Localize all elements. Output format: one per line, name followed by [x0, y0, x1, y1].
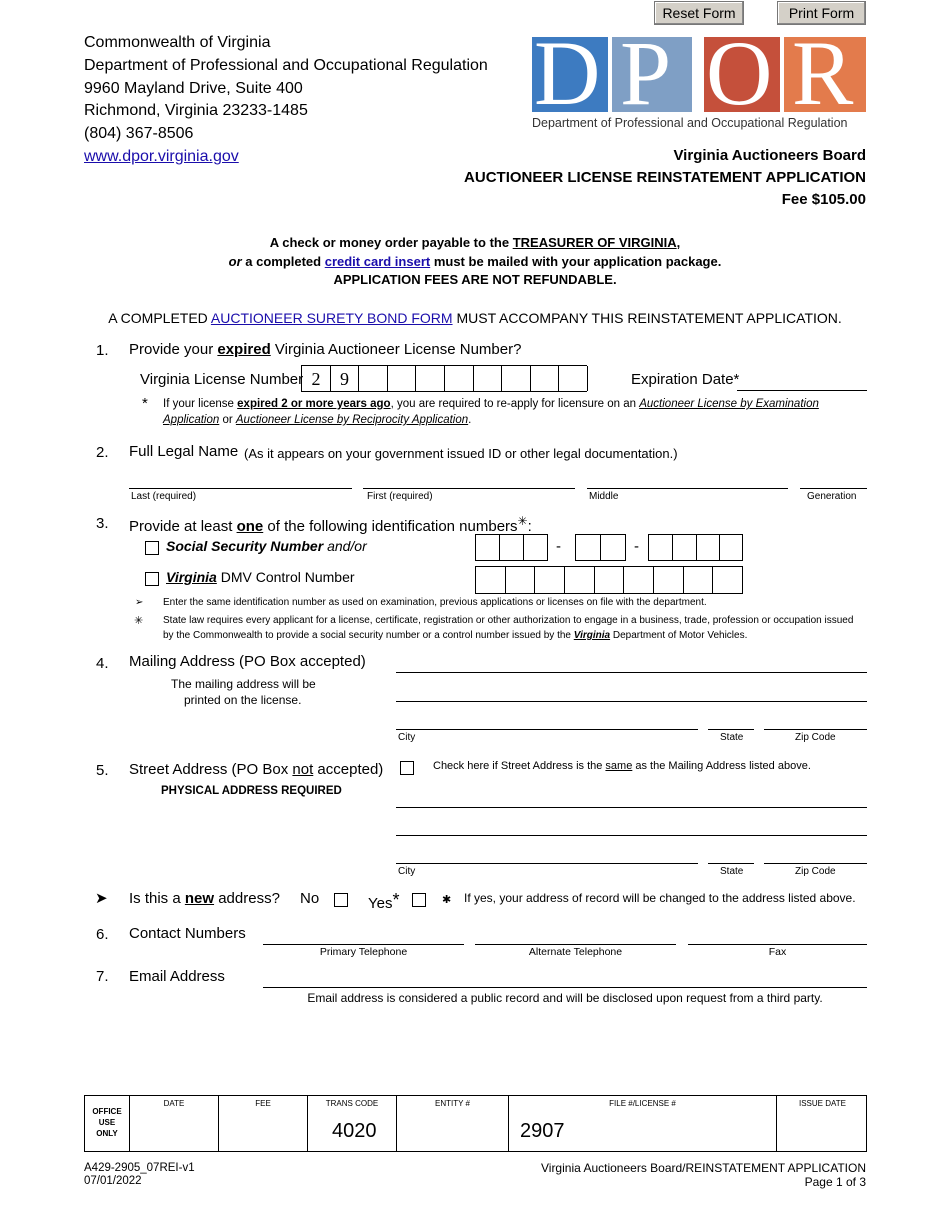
fax-caption: Fax: [768, 946, 787, 958]
board-name: Virginia Auctioneers Board: [673, 147, 866, 164]
ssn-checkbox[interactable]: [145, 541, 159, 555]
bond-text-b: MUST ACCOMPANY THIS REINSTATEMENT APPLICATION.: [452, 310, 842, 326]
ssn-label: [166, 538, 367, 554]
q3-note-virginia: Virginia: [573, 630, 611, 641]
expiration-date-input[interactable]: [737, 390, 867, 391]
physical-address-required: PHYSICAL ADDRESS REQUIRED: [161, 785, 342, 797]
dmv-digit[interactable]: [684, 567, 713, 593]
bond-notice: [0, 310, 950, 326]
ssn-part-3-input[interactable]: [648, 534, 743, 561]
q3-note-2b: [163, 630, 747, 641]
q4-number: 4.: [96, 655, 109, 672]
ssn-dash-1: -: [556, 538, 561, 555]
form-date: 07/01/2022: [84, 1175, 142, 1187]
license-digit[interactable]: [359, 366, 388, 391]
treasurer-text: TREASURER OF VIRGINIA: [512, 235, 677, 250]
yes-star: *: [392, 890, 400, 910]
street-zip-input[interactable]: [764, 863, 867, 864]
same-text-c: as the Mailing Address listed above.: [632, 760, 811, 772]
agency-website-link[interactable]: www.dpor.virginia.gov: [84, 148, 239, 165]
ssn-digit[interactable]: [697, 535, 720, 560]
license-number-label: Virginia License Number: [140, 371, 304, 388]
q3-number: 3.: [96, 515, 109, 532]
logo-letter-r: R: [792, 22, 854, 124]
street-zip-caption: Zip Code: [795, 866, 836, 877]
contact-numbers-label: Contact Numbers: [129, 925, 246, 942]
q1-text-a: Provide your: [129, 341, 218, 358]
middle-name-caption: Middle: [589, 491, 619, 502]
dmv-digit[interactable]: [506, 567, 535, 593]
q5-not: not: [292, 761, 314, 778]
new-text-b: new: [184, 890, 215, 907]
alternate-telephone-input[interactable]: [475, 944, 676, 945]
same-text-a: Check here if Street Address is the: [433, 760, 606, 772]
q3-text-a: Provide at least: [129, 518, 237, 535]
new-address-question: [129, 890, 280, 907]
dmv-text: DMV Control Number: [216, 569, 355, 585]
office-issue-date-cell: [777, 1096, 868, 1151]
ssn-digit[interactable]: [673, 535, 697, 560]
q3-text-c: of the following identification numbers: [263, 518, 518, 535]
office-trans-code-cell: [308, 1096, 397, 1151]
ssn-digit[interactable]: [649, 535, 673, 560]
license-digit[interactable]: [502, 366, 531, 391]
payment-text-3: must be mailed with your application package.: [430, 254, 722, 269]
bullet-arrow-icon: ➢: [135, 597, 144, 608]
dmv-number-input[interactable]: [475, 566, 743, 594]
license-digit[interactable]: [531, 366, 559, 391]
middle-name-input[interactable]: [587, 488, 788, 489]
ssn-part-2-input[interactable]: [575, 534, 626, 561]
new-address-yes-checkbox[interactable]: [412, 893, 426, 907]
street-address-line-1-input[interactable]: [396, 807, 867, 808]
first-name-input[interactable]: [363, 488, 575, 489]
mailing-address-sub-2: printed on the license.: [184, 693, 302, 707]
q6-number: 6.: [96, 926, 109, 943]
payment-line-2: [0, 254, 950, 269]
office-trans-header: TRANS CODE: [325, 1099, 379, 1108]
license-digit[interactable]: [416, 366, 445, 391]
office-use-table: [84, 1095, 867, 1152]
bond-text-a: A COMPLETED: [108, 310, 211, 326]
print-form-button[interactable]: Print Form: [777, 1, 866, 25]
dmv-virginia: Virginia: [166, 569, 217, 585]
street-city-caption: City: [398, 866, 416, 877]
generation-input[interactable]: [800, 488, 867, 489]
mailing-city-input[interactable]: [396, 729, 698, 730]
new-text-a: Is this a: [129, 890, 185, 907]
logo-block-p: [612, 22, 692, 124]
credit-card-insert-link[interactable]: credit card insert: [324, 254, 431, 269]
form-fee: Fee $105.00: [781, 191, 866, 208]
q3-note-2d-text: Department of Motor Vehicles.: [610, 630, 748, 641]
street-address-label: [129, 761, 383, 778]
same-address-checkbox[interactable]: [400, 761, 414, 775]
q3-question: [129, 514, 532, 535]
mailing-address-line-1-input[interactable]: [396, 672, 867, 673]
mailing-state-input[interactable]: [708, 729, 754, 730]
full-legal-name-hint: (As it appears on your government issued ID or other legal documentation.): [244, 446, 678, 461]
q3-asterisk-icon: ✳: [517, 514, 528, 528]
q1-note-or: or: [219, 414, 236, 426]
logo-block-r: [784, 22, 866, 124]
fax-input[interactable]: [688, 944, 867, 945]
q1-note-line2: [163, 414, 471, 426]
form-title: AUCTIONEER LICENSE REINSTATEMENT APPLICATION: [464, 169, 866, 186]
full-legal-name-label: Full Legal Name: [129, 443, 239, 460]
office-entity-cell: [397, 1096, 509, 1151]
license-digit[interactable]: [559, 366, 588, 391]
office-fee-header: FEE: [255, 1099, 271, 1108]
q1-note-b: expired 2 or more years ago: [237, 398, 391, 410]
ssn-part-1-input[interactable]: [475, 534, 548, 561]
office-issue-header: ISSUE DATE: [799, 1099, 846, 1108]
last-name-input[interactable]: [129, 488, 352, 489]
mailing-address-line-2-input[interactable]: [396, 701, 867, 702]
office-label-1: OFFICE: [92, 1107, 122, 1116]
office-file-value: 2907: [520, 1120, 565, 1142]
street-state-caption: State: [720, 866, 744, 877]
agency-department: Department of Professional and Occupational Regulation: [84, 57, 488, 74]
q3-one: one: [236, 518, 264, 535]
mailing-address-label: Mailing Address (PO Box accepted): [129, 653, 366, 670]
dmv-digit[interactable]: [476, 567, 506, 593]
no-label: No: [300, 890, 320, 907]
license-digit[interactable]: [388, 366, 416, 391]
email-address-label: Email Address: [129, 968, 225, 985]
surety-bond-form-link[interactable]: AUCTIONEER SURETY BOND FORM: [210, 310, 453, 326]
q5-number: 5.: [96, 762, 109, 779]
first-name-caption: First (required): [367, 491, 433, 502]
office-date-header: DATE: [163, 1099, 185, 1108]
q3-note-2b-text: by the Commonwealth to provide a social security number or a control number issued by the: [163, 630, 574, 641]
q3-note-asterisk-icon: ✳: [134, 615, 144, 627]
office-file-header: FILE #/LICENSE #: [609, 1099, 676, 1108]
payment-text-2: a completed: [241, 254, 325, 269]
logo-block-d: [532, 22, 608, 124]
dmv-digit[interactable]: [654, 567, 684, 593]
logo-letter-o: O: [706, 22, 773, 124]
q5-text-c: accepted): [313, 761, 384, 778]
ssn-dash-2: -: [634, 538, 639, 555]
payment-text: A check or money order payable to the: [269, 235, 513, 250]
primary-telephone-caption: Primary Telephone: [319, 946, 408, 958]
mailing-state-caption: State: [720, 732, 744, 743]
q3-note-1: Enter the same identification number as used on examination, previous applications or licenses on file with the department.: [163, 597, 707, 608]
office-trans-value: 4020: [332, 1120, 377, 1142]
q1-note-star: *: [142, 395, 148, 412]
star-icon: ✱: [442, 894, 452, 906]
agency-street: 9960 Mayland Drive, Suite 400: [84, 80, 303, 97]
logo-letter-p: P: [620, 22, 672, 124]
payment-comma: ,: [676, 235, 681, 250]
street-state-input[interactable]: [708, 863, 754, 864]
new-text-c: address?: [214, 890, 280, 907]
payment-line-1: [0, 235, 950, 250]
license-number-input[interactable]: [301, 365, 587, 392]
reciprocity-application-link[interactable]: Auctioneer License by Reciprocity Application: [235, 414, 469, 426]
ssn-digit[interactable]: [476, 535, 500, 560]
office-use-label-cell: [85, 1096, 130, 1151]
footer-form-name: Virginia Auctioneers Board/REINSTATEMENT APPLICATION: [540, 1161, 866, 1175]
street-city-input[interactable]: [396, 863, 698, 864]
ssn-digit[interactable]: [576, 535, 601, 560]
q1-question: [129, 341, 521, 358]
mailing-city-caption: City: [398, 732, 416, 743]
same-address-label: [433, 760, 811, 772]
q1-note-c: , you are required to re-apply for licensure on an: [390, 398, 640, 410]
same-text-b: same: [605, 760, 633, 772]
expiration-date-label: Expiration Date*: [631, 371, 740, 388]
not-refundable-notice: APPLICATION FEES ARE NOT REFUNDABLE.: [333, 272, 617, 287]
agency-phone: (804) 367-8506: [84, 125, 194, 142]
q1-note-a: If your license: [163, 398, 238, 410]
dmv-checkbox[interactable]: [145, 572, 159, 586]
agency-name: Commonwealth of Virginia: [84, 34, 271, 51]
arrow-icon: ➤: [95, 890, 108, 907]
reset-form-button[interactable]: Reset Form: [654, 1, 744, 25]
new-address-no-checkbox[interactable]: [334, 893, 348, 907]
application-text: Application: [163, 414, 220, 426]
or-text: or: [228, 254, 242, 269]
office-label-3: ONLY: [96, 1129, 118, 1138]
generation-caption: Generation: [807, 491, 857, 502]
q5-text-a: Street Address (PO Box: [129, 761, 293, 778]
logo-letter-d: D: [534, 22, 601, 124]
exam-application-link[interactable]: Auctioneer License by Examination: [639, 398, 819, 410]
email-address-input[interactable]: [263, 987, 867, 988]
dmv-digit[interactable]: [624, 567, 654, 593]
yes-label: [368, 890, 400, 912]
ssn-text: Social Security Number: [166, 538, 324, 554]
last-name-caption: Last (required): [131, 491, 197, 502]
email-note: Email address is considered a public record and will be disclosed upon request from a third party.: [307, 991, 823, 1005]
office-entity-header: ENTITY #: [435, 1099, 470, 1108]
logo-subtitle: Department of Professional and Occupational Regulation: [532, 116, 848, 130]
q2-number: 2.: [96, 444, 109, 461]
q7-number: 7.: [96, 968, 109, 985]
license-digit[interactable]: [474, 366, 502, 391]
logo-block-o: [704, 22, 780, 124]
primary-telephone-input[interactable]: [263, 944, 464, 945]
new-address-note: If yes, your address of record will be changed to the address listed above.: [464, 891, 856, 905]
dmv-digit[interactable]: [595, 567, 624, 593]
street-address-line-2-input[interactable]: [396, 835, 867, 836]
office-date-cell: [130, 1096, 219, 1151]
mailing-zip-input[interactable]: [764, 729, 867, 730]
mailing-address-sub-1: The mailing address will be: [171, 677, 316, 691]
dmv-digit[interactable]: [535, 567, 565, 593]
and-or-text: and/or: [327, 538, 367, 554]
dmv-digit[interactable]: [565, 567, 595, 593]
dmv-label: [166, 569, 355, 585]
mailing-zip-caption: Zip Code: [795, 732, 836, 743]
ssn-digit[interactable]: [500, 535, 524, 560]
agency-city: Richmond, Virginia 23233-1485: [84, 102, 308, 119]
office-fee-cell: [219, 1096, 308, 1151]
q1-note: [163, 398, 867, 410]
q1-note-period: .: [468, 414, 472, 426]
alternate-telephone-caption: Alternate Telephone: [528, 946, 623, 958]
q1-expired: expired: [217, 341, 271, 358]
license-digit[interactable]: 2: [302, 366, 331, 391]
office-label-2: USE: [98, 1118, 116, 1127]
yes-text: Yes: [368, 895, 393, 912]
q3-colon: :: [527, 518, 532, 535]
license-digit[interactable]: 9: [331, 366, 359, 391]
page-number: Page 1 of 3: [804, 1175, 866, 1189]
q1-number: 1.: [96, 342, 109, 359]
office-file-license-cell: [509, 1096, 777, 1151]
license-digit[interactable]: [445, 366, 474, 391]
q1-text-c: Virginia Auctioneer License Number?: [270, 341, 522, 358]
q3-note-2a: State law requires every applicant for a license, certificate, registration or other authorization to engage in a business, trade, profession or occupation issued: [163, 615, 854, 626]
form-code: A429-2905_07REI-v1: [84, 1162, 195, 1174]
